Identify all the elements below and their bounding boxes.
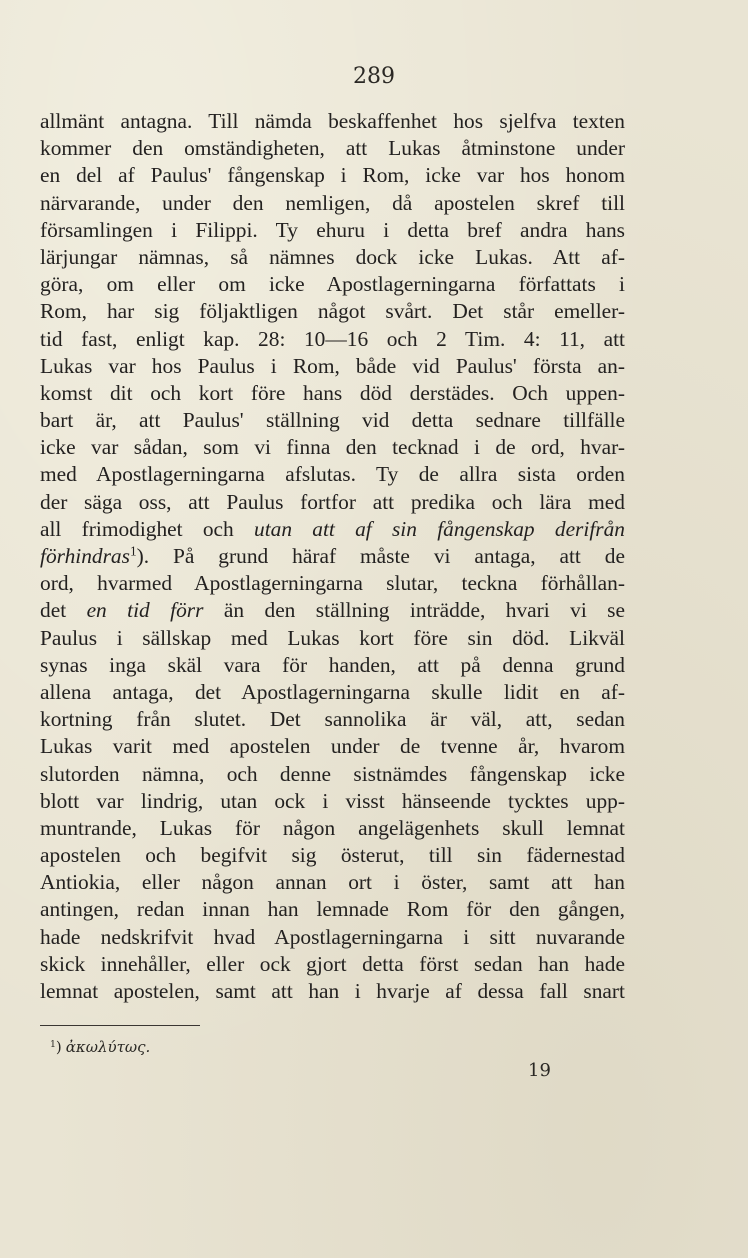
page-number: 289 bbox=[353, 64, 395, 89]
text-line-content: icke var sådan, som vi finna den tecknad i de ord, hvar- bbox=[40, 435, 625, 460]
text-line-content: Lukas var hos Paulus i Rom, både vid Paulus' första an- bbox=[40, 353, 625, 378]
text-line bbox=[40, 733, 625, 760]
text-line bbox=[40, 489, 625, 516]
text-line bbox=[40, 407, 625, 434]
footnote-paren: ) bbox=[55, 1038, 62, 1056]
text-line-content: göra, om eller om icke Apostlagerningarna författats i bbox=[40, 272, 625, 297]
text-line bbox=[40, 842, 625, 869]
text-line-content: antingen, redan innan han lemnade Rom för den gången, bbox=[40, 897, 625, 922]
text-line bbox=[40, 761, 625, 788]
text-line-content: Lukas varit med apostelen under de tvenne år, hvarom bbox=[40, 734, 625, 759]
text-line bbox=[40, 380, 625, 407]
text-line-content: Antiokia, eller någon annan ort i öster, samt att han bbox=[40, 870, 625, 895]
text-line bbox=[40, 896, 625, 923]
text-line-content: församlingen i Filippi. Ty ehuru i detta bref andra hans bbox=[40, 217, 625, 242]
text-line-content: komst dit och kort före hans död derstädes. Och uppen- bbox=[40, 380, 625, 405]
footnote-reference[interactable]: 1 bbox=[129, 543, 137, 559]
text-line bbox=[40, 543, 625, 570]
italic-emphasis: en tid förr bbox=[86, 598, 204, 623]
text-line-content: ). På grund häraf måste vi antaga, att de bbox=[136, 544, 625, 568]
text-line-content: apostelen och begifvit sig österut, till sin fädernestad bbox=[40, 843, 625, 868]
text-line-content: det bbox=[40, 598, 87, 623]
text-line-content: muntrande, Lukas för någon angelägenhets skull lemnat bbox=[40, 815, 625, 840]
text-line-content: kortning från slutet. Det sannolika är väl, att, sedan bbox=[40, 707, 625, 732]
text-line bbox=[40, 244, 625, 271]
text-line-content: en del af Paulus' fångenskap i Rom, icke var hos honom bbox=[40, 163, 625, 188]
text-line-content: hade nedskrifvit hvad Apostlagerningarna i sitt nuvarande bbox=[40, 924, 625, 949]
text-line bbox=[40, 652, 625, 679]
text-line bbox=[40, 298, 625, 325]
text-line-content: lemnat apostelen, samt att han i hvarje af dessa fall snart bbox=[40, 979, 625, 1003]
text-line bbox=[40, 815, 625, 842]
text-line-content: ord, hvarmed Apostlagerningarna slutar, teckna förhållan- bbox=[40, 571, 625, 596]
text-line-content: blott var lindrig, utan ock i visst hänseende tycktes upp- bbox=[40, 788, 625, 813]
text-line-content: slutorden nämna, och denne sistnämdes fångenskap icke bbox=[40, 761, 625, 786]
text-line bbox=[40, 353, 625, 380]
text-line bbox=[40, 679, 625, 706]
body-text bbox=[40, 108, 625, 1005]
text-line bbox=[40, 951, 625, 978]
text-line-content: synas inga skäl vara för handen, att på denna grund bbox=[40, 652, 625, 677]
text-line bbox=[40, 461, 625, 488]
text-line bbox=[40, 788, 625, 815]
text-line-content: skick innehåller, eller ock gjort detta först sedan han hade bbox=[40, 951, 625, 976]
italic-emphasis: utan att af sin fångenskap derifrån bbox=[254, 516, 625, 541]
text-line bbox=[40, 570, 625, 597]
text-line bbox=[40, 978, 625, 1005]
text-line-content: allmänt antagna. Till nämda beskaffenhet hos sjelfva texten bbox=[40, 109, 625, 133]
text-line bbox=[40, 108, 625, 135]
text-line bbox=[40, 271, 625, 298]
text-line bbox=[40, 516, 625, 543]
text-line-content: lärjungar nämnas, så nämnes dock icke Lukas. Att af- bbox=[40, 244, 625, 269]
text-line bbox=[40, 706, 625, 733]
footnote-text: ἀκωλύτως. bbox=[65, 1038, 151, 1056]
text-line bbox=[40, 217, 625, 244]
text-line-content: närvarande, under den nemligen, då apostelen skref till bbox=[40, 190, 625, 215]
text-line-content: än den ställning inträdde, hvari vi se bbox=[203, 598, 625, 623]
text-line-content: med Apostlagerningarna afslutas. Ty de allra sista orden bbox=[40, 462, 625, 487]
text-line bbox=[40, 924, 625, 951]
text-line-content: Paulus i sällskap med Lukas kort före sin död. Likväl bbox=[40, 625, 625, 650]
text-line-content: kommer den omständigheten, att Lukas åtminstone under bbox=[40, 136, 625, 161]
text-line bbox=[40, 326, 625, 353]
italic-emphasis: förhindras bbox=[40, 544, 130, 568]
text-line bbox=[40, 135, 625, 162]
text-line-content: all frimodighet och bbox=[40, 516, 254, 541]
text-line-content: bart är, att Paulus' ställning vid detta sednare tillfälle bbox=[40, 408, 625, 433]
text-line bbox=[40, 434, 625, 461]
text-line-content: Rom, har sig följaktligen något svårt. Det står emeller- bbox=[40, 299, 625, 324]
text-line bbox=[40, 190, 625, 217]
text-line-content: allena antaga, det Apostlagerningarna skulle lidit en af- bbox=[40, 679, 625, 704]
footnote-divider bbox=[40, 1025, 200, 1026]
footnote bbox=[50, 1038, 150, 1056]
text-line bbox=[40, 625, 625, 652]
text-line bbox=[40, 162, 625, 189]
text-line-content: tid fast, enligt kap. 28: 10—16 och 2 Tim. 4: 11, att bbox=[40, 326, 625, 351]
printer-signature-mark: 19 bbox=[528, 1060, 551, 1081]
text-line bbox=[40, 869, 625, 896]
text-line-content: der säga oss, att Paulus fortfor att predika och lära med bbox=[40, 489, 625, 514]
text-line bbox=[40, 597, 625, 624]
footnote-marker: 1 bbox=[50, 1038, 56, 1050]
